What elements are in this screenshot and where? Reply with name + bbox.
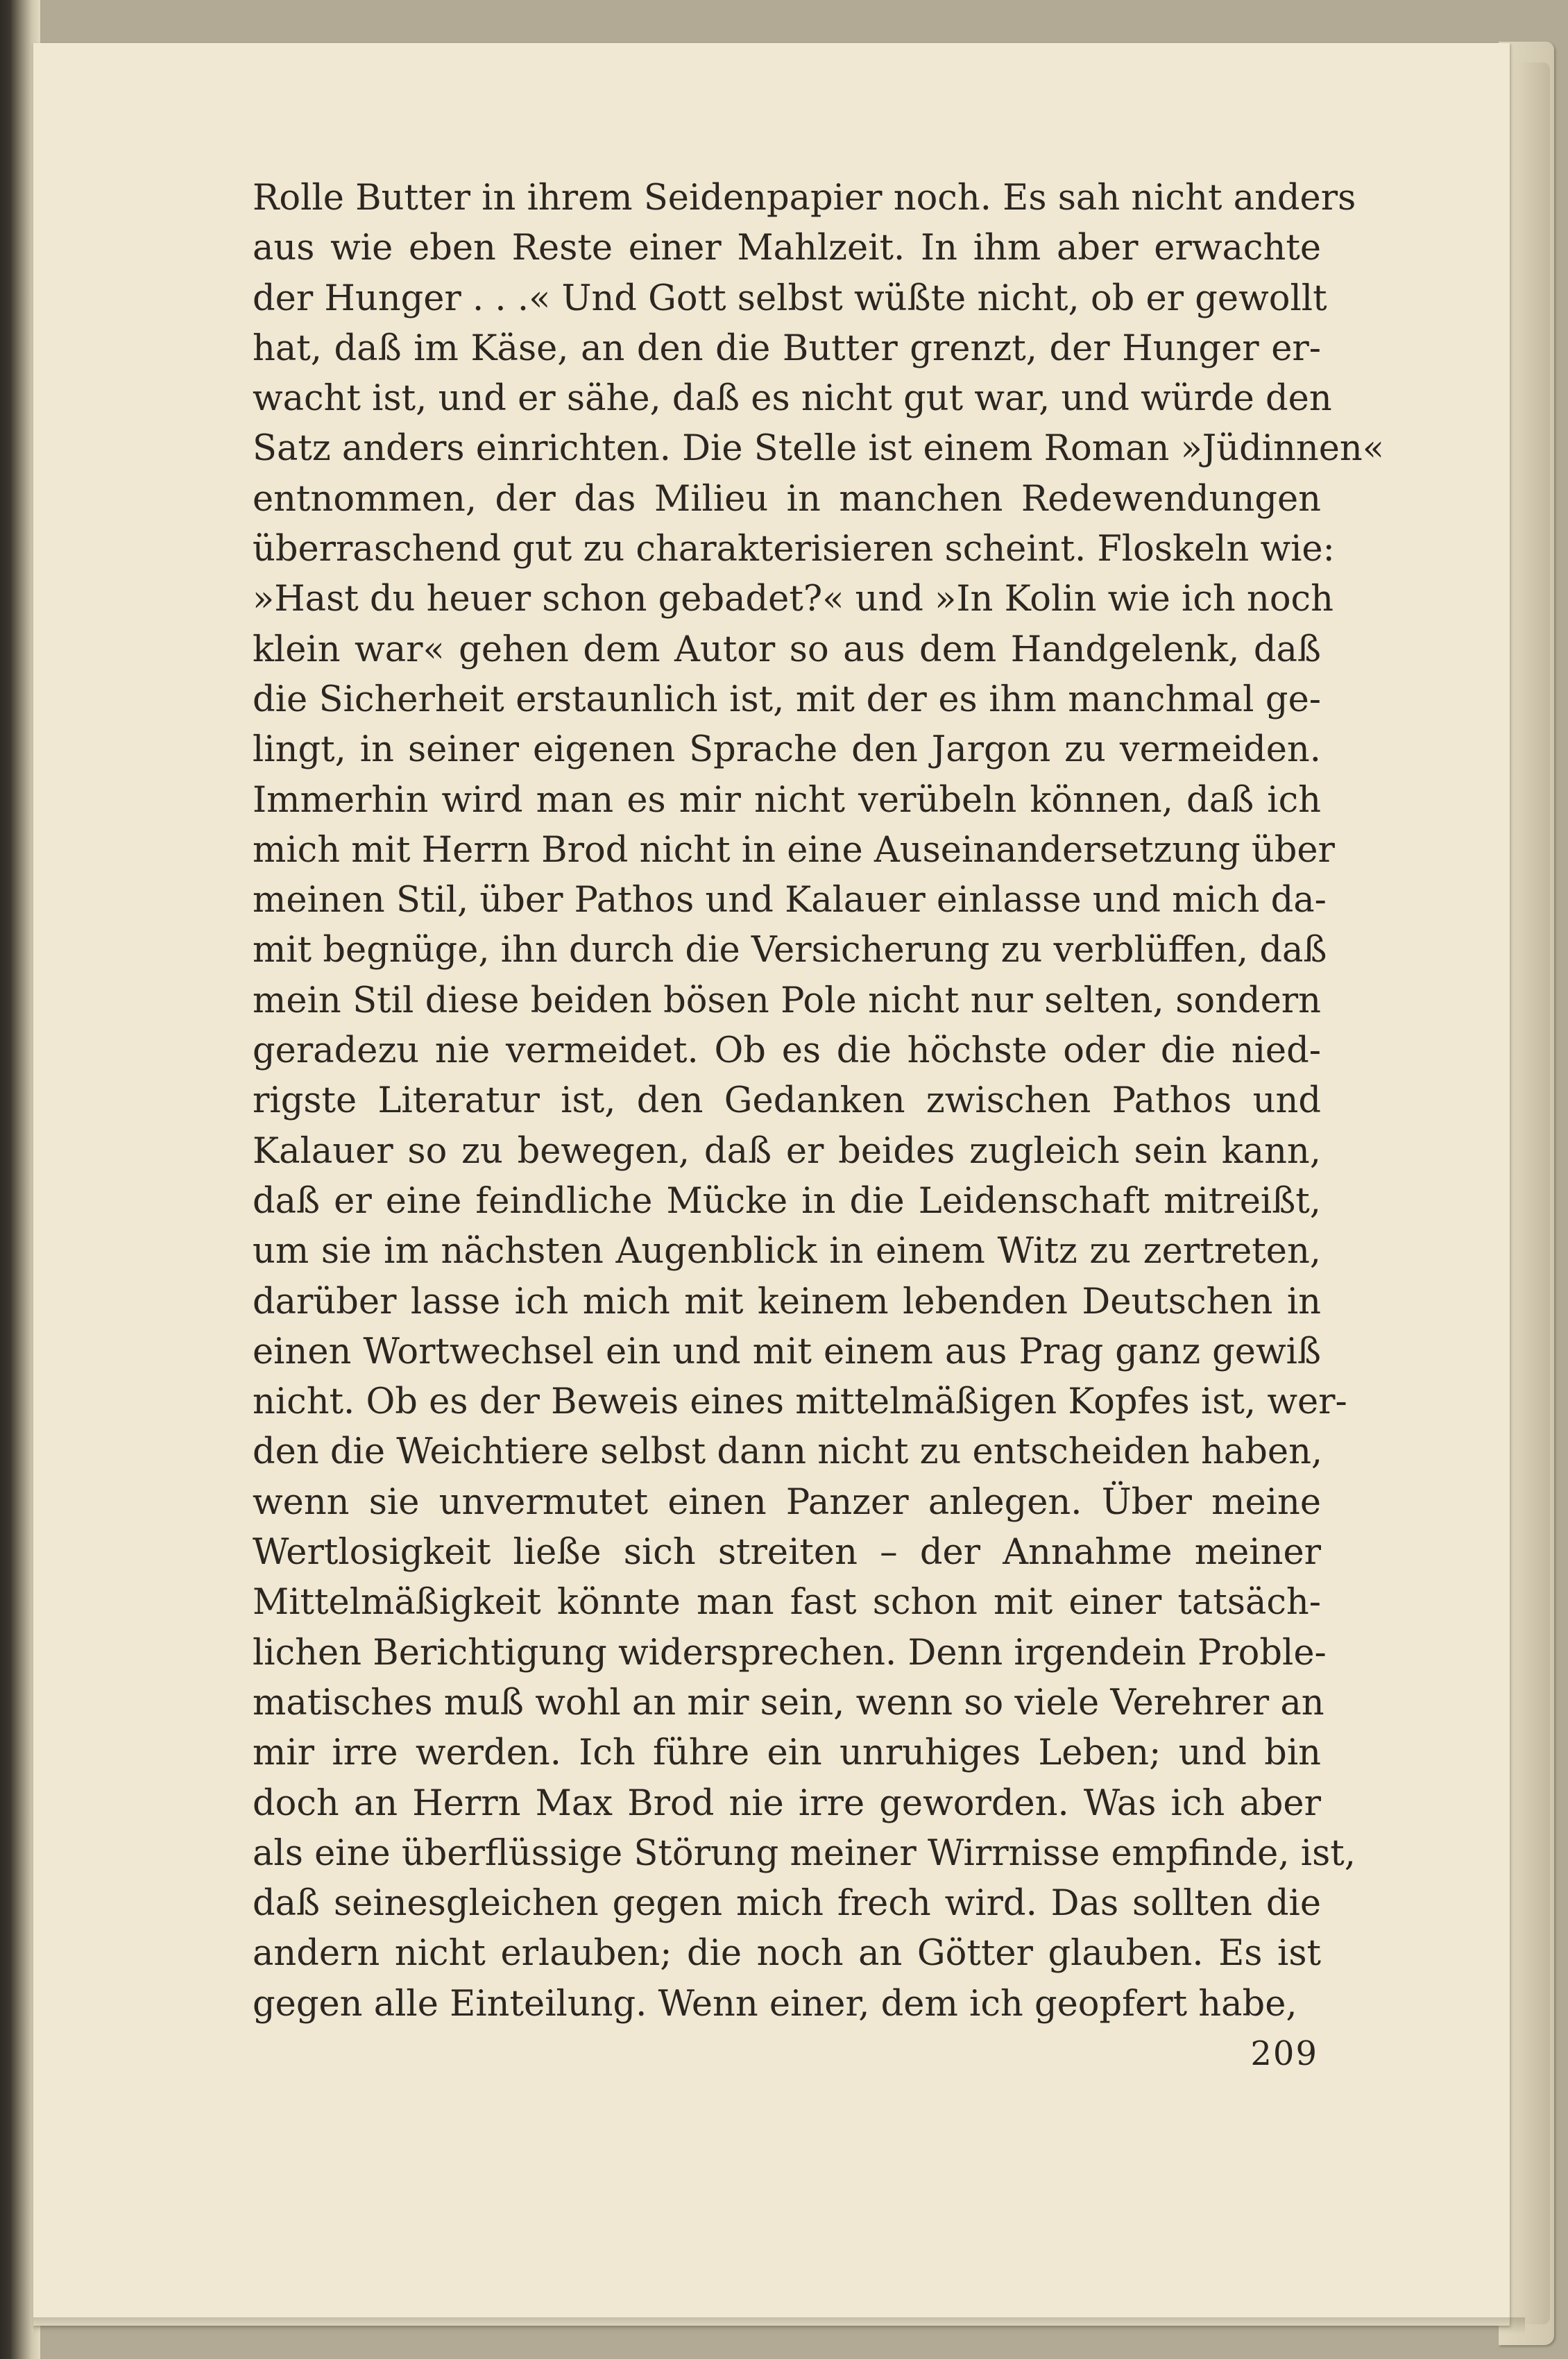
text-line: andern nicht erlauben; die noch an Götter glauben. Es ist bbox=[253, 1933, 1321, 1975]
page-shadow bbox=[33, 2317, 1525, 2334]
text-line: geradezu nie vermeidet. Ob es die höchste oder die nied- bbox=[253, 1030, 1321, 1072]
text-line: Satz anders einrichten. Die Stelle ist einem Roman »Jüdinnen« bbox=[253, 428, 1384, 470]
text-line: doch an Herrn Max Brod nie irre geworden. Was ich aber bbox=[253, 1782, 1321, 1824]
text-line: um sie im nächsten Augenblick in einem Witz zu zertreten, bbox=[253, 1231, 1321, 1272]
text-line: wacht ist, und er sähe, daß es nicht gut war, und würde den bbox=[253, 378, 1332, 420]
text-line: als eine überflüssige Störung meiner Wirrnisse empfinde, ist, bbox=[253, 1832, 1356, 1874]
text-line: aus wie eben Reste einer Mahlzeit. In ihm aber erwachte bbox=[253, 228, 1321, 269]
text-line: darüber lasse ich mich mit keinem lebenden Deutschen in bbox=[253, 1281, 1321, 1322]
text-line: mit begnüge, ihn durch die Versicherung zu verblüffen, daß bbox=[253, 930, 1327, 971]
text-line: den die Weichtiere selbst dann nicht zu entscheiden haben, bbox=[253, 1431, 1323, 1473]
text-line: Wertlosigkeit ließe sich streiten – der Annahme meiner bbox=[253, 1532, 1321, 1574]
text-line: mein Stil diese beiden bösen Pole nicht nur selten, sondern bbox=[253, 980, 1321, 1021]
text-line: Immerhin wird man es mir nicht verübeln können, daß ich bbox=[253, 779, 1321, 821]
text-line: rigste Literatur ist, den Gedanken zwischen Pathos und bbox=[253, 1080, 1321, 1122]
text-line: hat, daß im Käse, an den die Butter grenzt, der Hunger er- bbox=[253, 327, 1321, 369]
text-line: gegen alle Einteilung. Wenn einer, dem ich geopfert habe, bbox=[253, 1983, 1297, 2025]
text-line: mir irre werden. Ich führe ein unruhiges Leben; und bin bbox=[253, 1732, 1321, 1774]
text-line: entnommen, der das Milieu in manchen Redewendungen bbox=[253, 478, 1321, 520]
text-line: die Sicherheit erstaunlich ist, mit der es ihm manchmal ge- bbox=[253, 679, 1321, 720]
text-line: nicht. Ob es der Beweis eines mittelmäßigen Kopfes ist, wer- bbox=[253, 1381, 1347, 1423]
text-line: meinen Stil, über Pathos und Kalauer einlasse und mich da- bbox=[253, 880, 1327, 921]
text-line: wenn sie unvermutet einen Panzer anlegen. Über meine bbox=[253, 1481, 1321, 1523]
text-line: Rolle Butter in ihrem Seidenpapier noch. Es sah nicht anders bbox=[253, 178, 1356, 219]
text-line: Mittelmäßigkeit könnte man fast schon mit einer tatsäch- bbox=[253, 1582, 1321, 1624]
text-line: der Hunger . . .« Und Gott selbst wüßte nicht, ob er gewollt bbox=[253, 278, 1327, 319]
page-number: 209 bbox=[1250, 2034, 1318, 2073]
text-line: daß seinesgleichen gegen mich frech wird. Das sollten die bbox=[253, 1883, 1321, 1925]
text-line: einen Wortwechsel ein und mit einem aus Prag ganz gewiß bbox=[253, 1331, 1321, 1372]
text-line: überraschend gut zu charakterisieren scheint. Floskeln wie: bbox=[253, 529, 1335, 570]
text-line: »Hast du heuer schon gebadet?« und »In Kolin wie ich noch bbox=[253, 579, 1333, 620]
text-line: lichen Berichtigung widersprechen. Denn irgendein Proble- bbox=[253, 1632, 1327, 1674]
text-line: Kalauer so zu bewegen, daß er beides zugleich sein kann, bbox=[253, 1130, 1321, 1172]
text-line: matisches muß wohl an mir sein, wenn so viele Verehrer an bbox=[253, 1682, 1324, 1723]
body-text bbox=[253, 173, 1384, 2029]
text-line: klein war« gehen dem Autor so aus dem Handgelenk, daß bbox=[253, 629, 1321, 670]
text-line: mich mit Herrn Brod nicht in eine Auseinandersetzung über bbox=[253, 829, 1335, 871]
text-line: daß er eine feindliche Mücke in die Leidenschaft mitreißt, bbox=[253, 1180, 1321, 1222]
text-line: lingt, in seiner eigenen Sprache den Jargon zu vermeiden. bbox=[253, 729, 1321, 771]
